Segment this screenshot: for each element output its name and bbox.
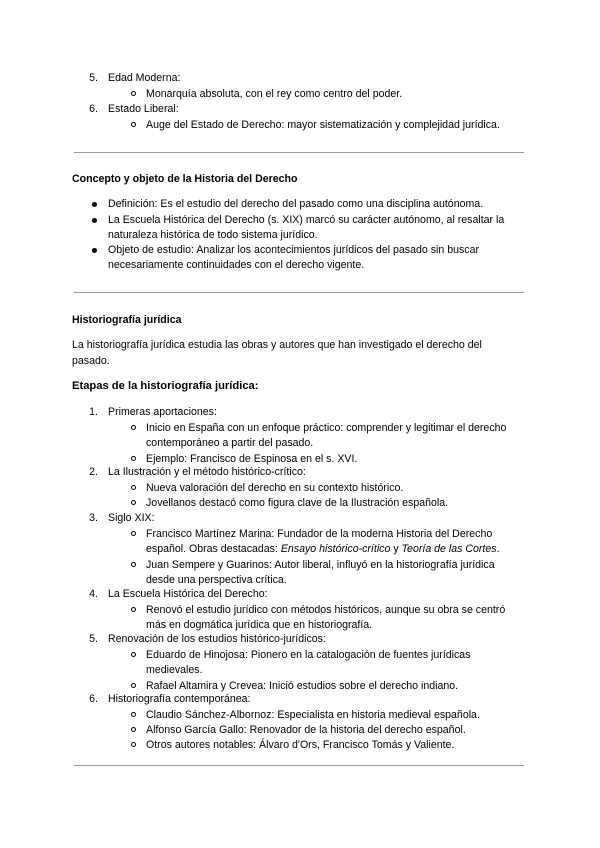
list-number: 1. xyxy=(89,406,98,418)
bullet-item: Objeto de estudio: Analizar los acontecimientos jurídicos del pasado sin buscar xyxy=(108,244,479,256)
list-subitem-cont: desde una perspectiva crítica. xyxy=(146,574,287,586)
section-heading: Concepto y objeto de la Historia del Derecho xyxy=(72,173,298,185)
text-run: . xyxy=(496,543,500,555)
paragraph-cont: pasado. xyxy=(72,355,110,367)
circle-bullet-icon xyxy=(131,607,136,612)
list-item-title: Renovación de los estudios histórico-jurídicos: xyxy=(108,633,326,645)
list-subitem-cont: medievales. xyxy=(146,664,203,676)
list-subitem: Auge del Estado de Derecho: mayor sistematización y complejidad jurídica. xyxy=(146,119,500,131)
bullet-item-cont: naturaleza histórica de todo sistema jurídico. xyxy=(108,229,318,241)
circle-bullet-icon xyxy=(131,531,136,536)
horizontal-divider xyxy=(74,152,524,153)
circle-bullet-icon xyxy=(131,91,136,96)
list-number: 5. xyxy=(89,633,98,645)
list-number: 5. xyxy=(89,72,98,84)
list-number: 3. xyxy=(89,512,98,524)
list-subitem: Nueva valoración del derecho en su contexto histórico. xyxy=(146,482,404,494)
list-item-title: Historiografía contemporánea: xyxy=(108,693,251,705)
text-run: y xyxy=(390,543,402,555)
circle-bullet-icon xyxy=(131,712,136,717)
list-number: 6. xyxy=(89,103,98,115)
bullet-icon xyxy=(92,202,97,207)
list-number: 4. xyxy=(89,588,98,600)
text-run: español. Obras destacadas: xyxy=(146,543,281,555)
bullet-item: Definición: Es el estudio del derecho del pasado como una disciplina autónoma. xyxy=(108,198,484,210)
horizontal-divider xyxy=(74,292,524,293)
section-heading: Historiografía jurídica xyxy=(72,314,182,326)
bullet-icon xyxy=(92,218,97,223)
list-number: 6. xyxy=(89,693,98,705)
circle-bullet-icon xyxy=(131,456,136,461)
list-subitem: Alfonso García Gallo: Renovador de la historia del derecho español. xyxy=(146,724,466,736)
bullet-item: La Escuela Histórica del Derecho (s. XIX) marcó su carácter autónomo, al resaltar la xyxy=(108,214,505,226)
list-item-title: La Escuela Histórica del Derecho: xyxy=(108,588,268,600)
list-subitem-cont: más en dogmática jurídica que en historiografía. xyxy=(146,619,373,631)
bullet-item-cont: necesariamente continuidades con el derecho vigente. xyxy=(108,259,365,271)
list-subitem-cont xyxy=(146,541,500,557)
circle-bullet-icon xyxy=(131,500,136,505)
list-subitem: Otros autores notables: Álvaro d'Ors, Francisco Tomás y Valiente. xyxy=(146,739,455,751)
list-subitem: Jovellanos destacó como figura clave de la Ilustración española. xyxy=(146,497,449,509)
subsection-heading: Etapas de la historiografía jurídica: xyxy=(72,380,259,392)
circle-bullet-icon xyxy=(131,425,136,430)
book-title: Teoría de las Cortes xyxy=(401,543,497,555)
list-subitem: Inicio en España con un enfoque práctico: comprender y legitimar el derecho xyxy=(146,422,507,434)
list-subitem: Francisco Martínez Marina: Fundador de la moderna Historia del Derecho xyxy=(146,528,493,540)
list-subitem: Juan Sempere y Guarinos: Autor liberal, influyó en la historiografía jurídica xyxy=(146,559,495,571)
list-subitem: Claudio Sánchez-Albornoz: Especialista en historia medieval española. xyxy=(146,709,480,721)
circle-bullet-icon xyxy=(131,485,136,490)
list-item-title: Edad Moderna: xyxy=(108,72,181,84)
paragraph: La historiografía jurídica estudia las obras y autores que han investigado el derecho del xyxy=(72,339,482,351)
bullet-icon xyxy=(92,248,97,253)
list-subitem: Rafael Altamira y Crevea: Inició estudios sobre el derecho indiano. xyxy=(146,680,459,692)
list-subitem: Renovó el estudio jurídico con métodos históricos, aunque su obra se centró xyxy=(146,604,506,616)
list-subitem: Ejemplo: Francisco de Espinosa en el s. XVI. xyxy=(146,453,358,465)
circle-bullet-icon xyxy=(131,742,136,747)
list-item-title: Siglo XIX: xyxy=(108,512,155,524)
circle-bullet-icon xyxy=(131,122,136,127)
circle-bullet-icon xyxy=(131,652,136,657)
book-title: Ensayo histórico-crítico xyxy=(280,543,391,555)
list-item-title: Primeras aportaciones: xyxy=(108,406,217,418)
list-subitem: Monarquía absoluta, con el rey como centro del poder. xyxy=(146,88,403,100)
list-subitem-cont: contemporáneo a partir del pasado. xyxy=(146,437,314,449)
list-item-title: La Ilustración y el método histórico-crítico: xyxy=(108,466,306,478)
circle-bullet-icon xyxy=(131,683,136,688)
circle-bullet-icon xyxy=(131,562,136,567)
list-number: 2. xyxy=(89,466,98,478)
circle-bullet-icon xyxy=(131,727,136,732)
list-subitem: Eduardo de Hinojosa: Pionero en la catalogación de fuentes jurídicas xyxy=(146,649,471,661)
horizontal-divider xyxy=(74,765,524,766)
list-item-title: Estado Liberal: xyxy=(108,103,179,115)
